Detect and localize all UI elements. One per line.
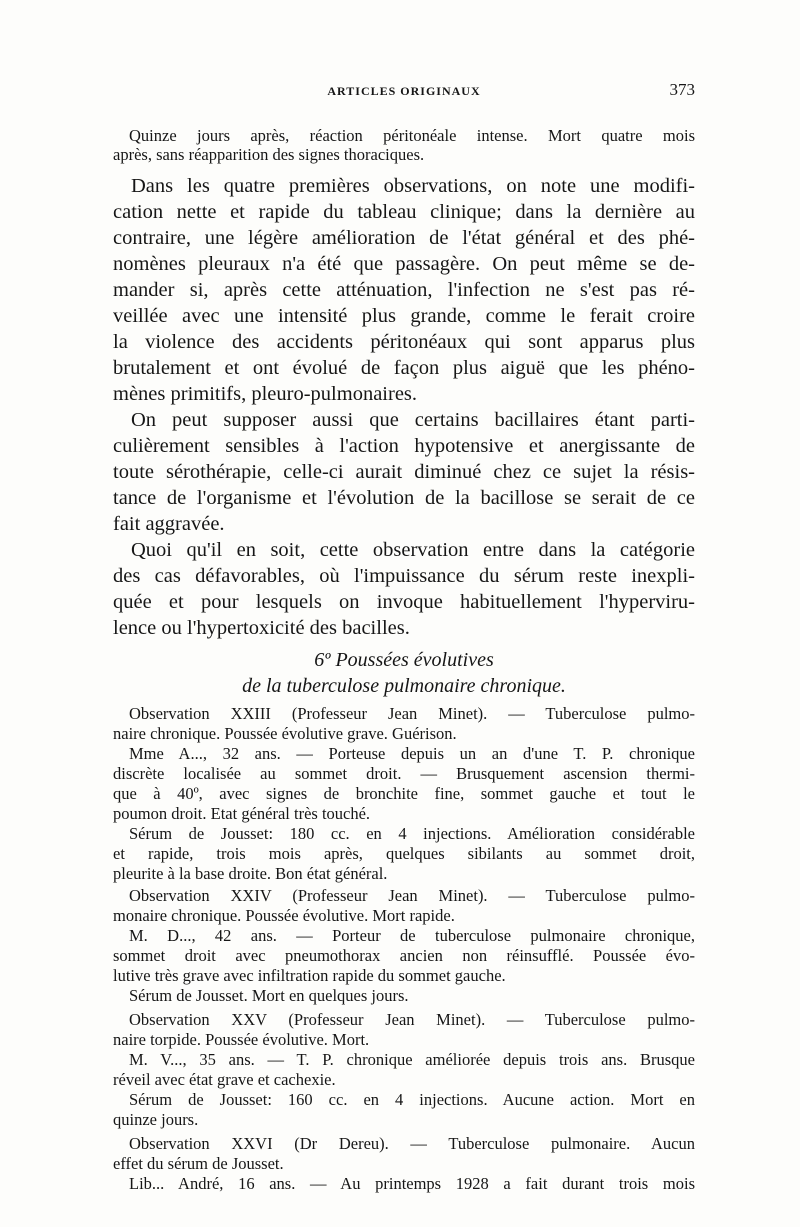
text-line: quée et pour lesquels on invoque habituellement l'hyperviru- bbox=[113, 591, 695, 613]
text-line: sommet droit avec pneumothorax ancien non réinsufflé. Poussée évo- bbox=[113, 946, 695, 965]
text-line: poumon droit. Etat général très touché. bbox=[113, 804, 371, 823]
text-line: contraire, une légère amélioration de l'état général et des phé- bbox=[113, 227, 695, 249]
text-line: Sérum de Jousset: 160 cc. en 4 injections. Aucune action. Mort en bbox=[129, 1090, 695, 1109]
text-line: cation nette et rapide du tableau clinique; dans la dernière au bbox=[113, 201, 695, 223]
text-line: monaire chronique. Poussée évolutive. Mort rapide. bbox=[113, 906, 455, 925]
text-line: Lib... André, 16 ans. — Au printemps 1928 a fait durant trois mois bbox=[129, 1174, 695, 1193]
running-title: ARTICLES ORIGINAUX bbox=[327, 84, 481, 98]
text-line: mènes primitifs, pleuro-pulmonaires. bbox=[113, 383, 418, 405]
observation-title: Observation XXIV (Professeur Jean Minet). — Tuberculose pulmo- bbox=[129, 886, 695, 905]
observation-title: Observation XXV (Professeur Jean Minet). — Tuberculose pulmo- bbox=[129, 1010, 695, 1029]
text-line: fait aggravée. bbox=[113, 513, 225, 535]
text-line: des cas défavorables, où l'impuissance du sérum reste inexpli- bbox=[113, 565, 695, 587]
text-line: naire torpide. Poussée évolutive. Mort. bbox=[113, 1030, 370, 1049]
text-line: M. V..., 35 ans. — T. P. chronique améliorée depuis trois ans. Brusque bbox=[129, 1050, 695, 1069]
text-line: pleurite à la base droite. Bon état général. bbox=[113, 864, 388, 883]
text-line: Dans les quatre premières observations, on note une modifi- bbox=[131, 175, 695, 197]
text-line: veillée avec une intensité plus grande, comme le ferait croire bbox=[113, 305, 695, 327]
text-line: culièrement sensibles à l'action hypotensive et anergissante de bbox=[113, 435, 695, 457]
text-line: tance de l'organisme et l'évolution de la bacillose se serait de ce bbox=[113, 487, 695, 509]
page-header bbox=[113, 80, 695, 104]
section-heading: 6º Poussées évolutives bbox=[314, 649, 494, 671]
observation-title: Observation XXVI (Dr Dereu). — Tuberculose pulmonaire. Aucun bbox=[129, 1134, 695, 1153]
text-line: après, sans réapparition des signes thoraciques. bbox=[113, 145, 425, 164]
text-line: brutalement et ont évolué de façon plus aiguë que les phéno- bbox=[113, 357, 695, 379]
text-line: nomènes pleuraux n'a été que passagère. On peut même se de- bbox=[113, 253, 695, 275]
text-line: On peut supposer aussi que certains bacillaires étant parti- bbox=[131, 409, 695, 431]
text-line: M. D..., 42 ans. — Porteur de tuberculose pulmonaire chronique, bbox=[129, 926, 695, 945]
text-line: effet du sérum de Jousset. bbox=[113, 1154, 284, 1173]
text-line: Quoi qu'il en soit, cette observation entre dans la catégorie bbox=[131, 539, 695, 561]
observation-title: Observation XXIII (Professeur Jean Minet). — Tuberculose pulmo- bbox=[129, 704, 695, 723]
text-line: que à 40º, avec signes de bronchite fine, sommet gauche et tout le bbox=[113, 784, 695, 803]
text-line: naire chronique. Poussée évolutive grave. Guérison. bbox=[113, 724, 457, 743]
text-line: mander si, après cette atténuation, l'infection ne s'est pas ré- bbox=[113, 279, 695, 301]
text-line: et rapide, trois mois après, quelques sibilants au sommet droit, bbox=[113, 844, 695, 863]
text-line: quinze jours. bbox=[113, 1110, 199, 1129]
text-line: lutive très grave avec infiltration rapide du sommet gauche. bbox=[113, 966, 506, 985]
text-line: la violence des accidents péritonéaux qui sont apparus plus bbox=[113, 331, 695, 353]
text-line: Quinze jours après, réaction péritonéale intense. Mort quatre mois bbox=[129, 126, 695, 145]
section-heading-subtitle: de la tuberculose pulmonaire chronique. bbox=[242, 675, 566, 697]
text-line: discrète localisée au sommet droit. — Brusquement ascension thermi- bbox=[113, 764, 695, 783]
text-line: Mme A..., 32 ans. — Porteuse depuis un an d'une T. P. chronique bbox=[129, 744, 695, 763]
text-line: toute sérothérapie, celle-ci aurait diminué chez ce sujet la résis- bbox=[113, 461, 695, 483]
text-line: réveil avec état grave et cachexie. bbox=[113, 1070, 336, 1089]
page-number: 373 bbox=[669, 80, 695, 99]
text-line: Sérum de Jousset. Mort en quelques jours. bbox=[129, 986, 409, 1005]
text-line: lence ou l'hypertoxicité des bacilles. bbox=[113, 617, 410, 639]
text-line: Sérum de Jousset: 180 cc. en 4 injections. Amélioration considérable bbox=[129, 824, 695, 843]
